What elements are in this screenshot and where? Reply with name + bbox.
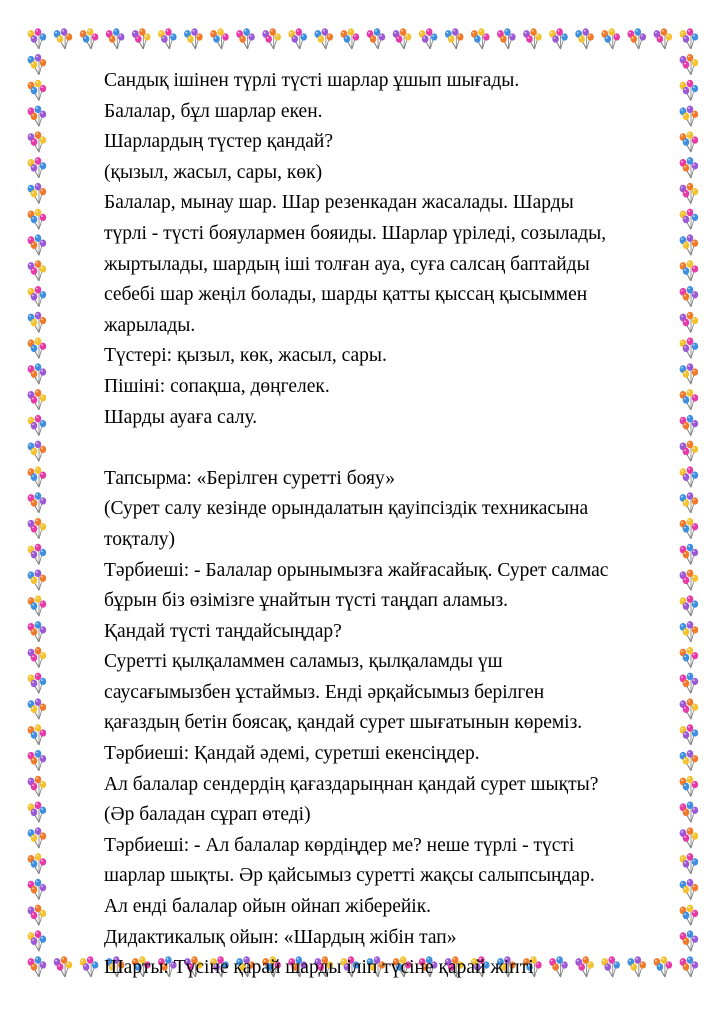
balloon-bunch-icon xyxy=(28,131,47,152)
balloon-bunch-icon xyxy=(184,28,203,49)
text-line: Ал енді балалар ойын ойнап жіберейік. xyxy=(104,896,432,918)
balloon-bunch-icon xyxy=(262,28,281,49)
balloon-bunch-icon xyxy=(393,28,412,49)
text-line: Шарды ауаға салу. xyxy=(104,406,258,428)
balloon-bunch-icon xyxy=(132,28,151,49)
text-line: түрлі - түсті бояулармен бояиды. Шарлар үріледі, созылады, xyxy=(104,222,607,244)
balloon-bunch-icon xyxy=(575,28,594,49)
balloon-bunch-icon xyxy=(28,853,47,874)
text-line: жарылады. xyxy=(104,314,196,336)
balloon-bunch-icon xyxy=(28,544,47,565)
balloon-bunch-icon xyxy=(28,363,47,384)
text-line: Балалар, мынау шар. Шар резенкадан жасалады. Шарды xyxy=(104,192,574,214)
balloon-bunch-icon xyxy=(627,28,646,49)
balloon-bunch-icon xyxy=(314,28,333,49)
text-line: бұрын біз өзімізге ұнайтын түсті таңдап аламыз. xyxy=(104,590,509,612)
balloon-bunch-icon xyxy=(28,673,47,694)
text-line: Ал балалар сендердің қағаздарыңнан қандай сурет шықты? xyxy=(104,773,599,795)
balloon-bunch-icon xyxy=(28,621,47,642)
balloon-bunch-icon xyxy=(28,570,47,591)
text-line: Пішіні: сопақша, дөңгелек. xyxy=(104,375,330,397)
balloon-bunch-icon xyxy=(28,286,47,307)
text-line: Шарты: Түсіне қарай шарды іліп түсіне қарай жіпті xyxy=(104,957,534,979)
text-line: Түстері: қызыл, көк, жасыл, сары. xyxy=(104,345,387,367)
balloon-bunch-icon xyxy=(28,776,47,797)
blank-line xyxy=(104,433,690,464)
balloon-bunch-icon xyxy=(28,750,47,771)
text-line: себебі шар жеңіл болады, шарды қатты қыссаң қысыммен xyxy=(104,284,588,306)
balloon-bunch-icon xyxy=(28,183,47,204)
balloon-bunch-icon xyxy=(28,827,47,848)
text-line: Шарлардың түстер қандай? xyxy=(104,131,333,153)
text-line: шарлар шықты. Әр қайсымыз суретті жақсы салыпсыңдар. xyxy=(104,865,595,887)
balloon-bunch-icon xyxy=(106,28,125,49)
text-line: қағаздың бетін боясақ, қандай сурет шығатынын көреміз. xyxy=(104,712,583,734)
balloon-bunch-icon xyxy=(523,28,542,49)
balloon-bunch-icon xyxy=(28,80,47,101)
balloon-bunch-icon xyxy=(445,28,464,49)
balloon-bunch-icon xyxy=(28,389,47,410)
balloon-bunch-icon xyxy=(54,28,73,49)
balloon-bunch-icon xyxy=(54,956,73,977)
balloon-bunch-icon xyxy=(601,28,620,49)
balloon-bunch-icon xyxy=(28,492,47,513)
text-line: жыртылады, шардың іші толған ауа, суға салсаң баптайды xyxy=(104,253,590,275)
text-line: (Сурет салу кезінде орындалатын қауіпсіздік техникасына xyxy=(104,498,589,520)
balloon-bunch-icon xyxy=(28,441,47,462)
balloon-bunch-icon xyxy=(28,415,47,436)
balloon-bunch-icon xyxy=(28,647,47,668)
text-line: Тапсырма: «Берілген суретті бояу» xyxy=(104,467,395,489)
balloon-bunch-icon xyxy=(80,28,99,49)
text-line: Тәрбиеші: - Балалар орынымызға жайғасайық. Сурет салмас xyxy=(104,559,609,581)
balloon-bunch-icon xyxy=(654,28,673,49)
balloon-bunch-icon xyxy=(28,54,47,75)
document-body xyxy=(104,66,690,984)
balloon-bunch-icon xyxy=(28,905,47,926)
text-line: Суретті қылқаламмен саламыз, қылқаламды үш xyxy=(104,651,503,673)
balloon-bunch-icon xyxy=(28,466,47,487)
balloon-bunch-icon xyxy=(28,698,47,719)
balloon-bunch-icon xyxy=(28,956,47,977)
balloon-bunch-icon xyxy=(28,338,47,359)
balloon-bunch-icon xyxy=(28,106,47,127)
balloon-bunch-icon xyxy=(419,28,438,49)
balloon-bunch-icon xyxy=(288,28,307,49)
balloon-bunch-icon xyxy=(28,930,47,951)
text-line: тоқталу) xyxy=(104,528,176,550)
balloon-bunch-icon xyxy=(680,28,699,49)
balloon-bunch-icon xyxy=(80,956,99,977)
balloon-bunch-icon xyxy=(28,260,47,281)
text-line: Дидактикалық ойын: «Шардың жібін тап» xyxy=(104,926,457,948)
balloon-bunch-icon xyxy=(28,209,47,230)
balloon-bunch-icon xyxy=(28,879,47,900)
balloon-bunch-icon xyxy=(28,595,47,616)
balloon-bunch-icon xyxy=(471,28,490,49)
balloon-bunch-icon xyxy=(210,28,229,49)
text-line: Балалар, бұл шарлар екен. xyxy=(104,100,323,122)
balloon-bunch-icon xyxy=(341,28,360,49)
balloon-bunch-icon xyxy=(28,518,47,539)
balloon-bunch-icon xyxy=(28,28,47,49)
text-line: Қандай түсті таңдайсыңдар? xyxy=(104,620,342,642)
text-line: (Әр баладан сұрап өтеді) xyxy=(104,804,311,826)
text-line: (қызыл, жасыл, сары, көк) xyxy=(104,161,323,183)
balloon-bunch-icon xyxy=(28,157,47,178)
balloon-bunch-icon xyxy=(158,28,177,49)
balloon-bunch-icon xyxy=(367,28,386,49)
balloon-bunch-icon xyxy=(28,234,47,255)
balloon-bunch-icon xyxy=(28,724,47,745)
balloon-bunch-icon xyxy=(28,802,47,823)
text-line: Сандық ішінен түрлі түсті шарлар ұшып шығады. xyxy=(104,70,520,91)
balloon-bunch-icon xyxy=(549,28,568,49)
text-line: Тәрбиеші: Қандай әдемі, суретші екенсіңдер. xyxy=(104,743,480,765)
balloon-bunch-icon xyxy=(236,28,255,49)
balloon-bunch-icon xyxy=(497,28,516,49)
balloon-bunch-icon xyxy=(28,312,47,333)
text-line: саусағымызбен ұстаймыз. Енді әрқайсымыз берілген xyxy=(104,681,545,703)
text-line: Тәрбиеші: - Ал балалар көрдіңдер ме? неше түрлі - түсті xyxy=(104,834,575,856)
